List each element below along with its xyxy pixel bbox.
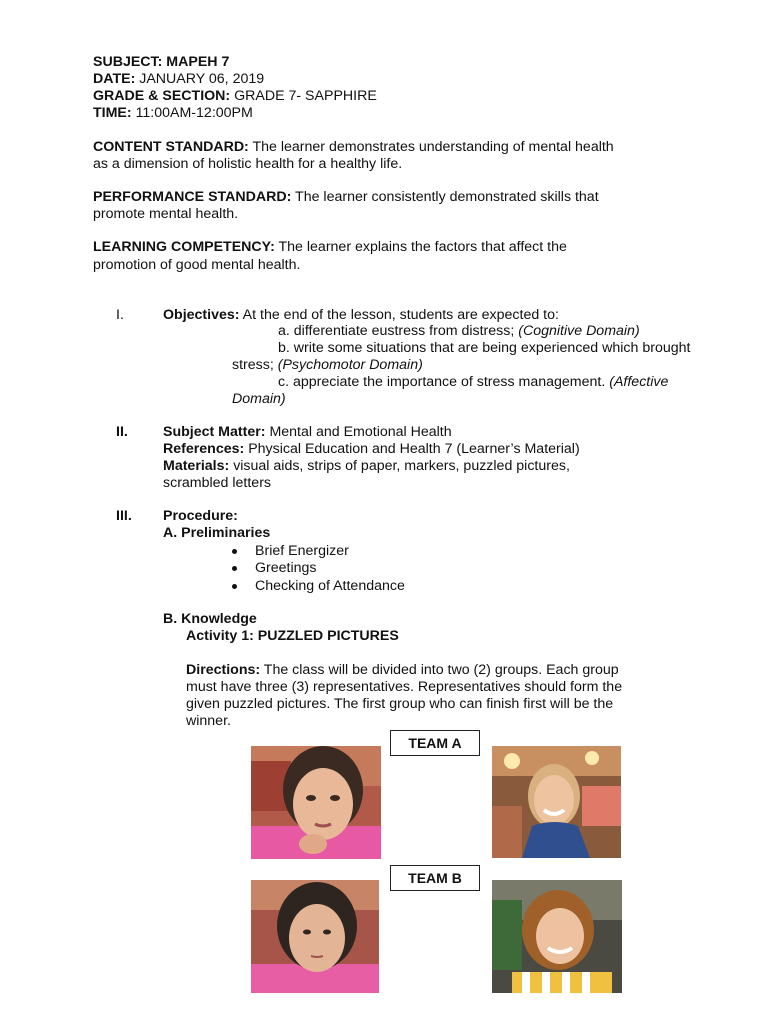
objective-b-cont: stress; (Psychomotor Domain) <box>232 357 423 373</box>
procedure-numeral: III. <box>116 508 132 524</box>
team-b-label: TEAM B <box>390 865 480 891</box>
bullet-icon <box>232 584 237 589</box>
subject-matter-numeral: II. <box>116 424 128 440</box>
directions-line2: must have three (3) representatives. Representatives should form the <box>186 679 623 695</box>
content-standard: CONTENT STANDARD: The learner demonstrates understanding of mental health <box>93 139 614 155</box>
learning-competency-cont: promotion of good mental health. <box>93 257 301 273</box>
date-line: DATE: JANUARY 06, 2019 <box>93 71 265 87</box>
directions-line4: winner. <box>186 713 231 729</box>
preliminaries-heading: A. Preliminaries <box>163 525 271 541</box>
list-item: Checking of Attendance <box>255 578 405 594</box>
objective-c: c. appreciate the importance of stress management. (Affective <box>278 374 669 390</box>
team-b-photo-1 <box>251 880 379 993</box>
team-b-photo-2 <box>492 880 622 993</box>
procedure-heading: Procedure: <box>163 508 238 524</box>
learning-competency: LEARNING COMPETENCY: The learner explains the factors that affect the <box>93 239 567 255</box>
list-item: Brief Energizer <box>255 543 349 559</box>
grade-line: GRADE & SECTION: GRADE 7- SAPPHIRE <box>93 88 377 104</box>
objectives-heading: Objectives: At the end of the lesson, students are expected to: <box>163 307 559 323</box>
objectives-numeral: I. <box>116 307 124 323</box>
objective-c-cont: Domain) <box>232 391 286 407</box>
time-line: TIME: 11:00AM-12:00PM <box>93 105 253 121</box>
performance-standard-cont: promote mental health. <box>93 206 239 222</box>
subject-line: SUBJECT: MAPEH 7 <box>93 54 230 70</box>
performance-standard: PERFORMANCE STANDARD: The learner consistently demonstrated skills that <box>93 189 599 205</box>
content-standard-cont: as a dimension of holistic health for a healthy life. <box>93 156 403 172</box>
team-a-label: TEAM A <box>390 730 480 756</box>
list-item: Greetings <box>255 560 317 576</box>
subject-matter: Subject Matter: Mental and Emotional Health <box>163 424 452 440</box>
team-a-photo-2 <box>492 746 621 858</box>
bullet-icon <box>232 566 237 571</box>
bullet-icon <box>232 549 237 554</box>
objective-a: a. differentiate eustress from distress; (Cognitive Domain) <box>278 323 640 339</box>
materials-cont: scrambled letters <box>163 475 272 491</box>
activity-title: Activity 1: PUZZLED PICTURES <box>186 628 399 644</box>
directions-line3: given puzzled pictures. The first group who can finish first will be the <box>186 696 614 712</box>
directions: Directions: The class will be divided into two (2) groups. Each group <box>186 662 619 678</box>
team-a-photo-1 <box>251 746 381 859</box>
materials: Materials: visual aids, strips of paper, markers, puzzled pictures, <box>163 458 570 474</box>
references: References: Physical Education and Health 7 (Learner’s Material) <box>163 441 580 457</box>
knowledge-heading: B. Knowledge <box>163 611 257 627</box>
objective-b: b. write some situations that are being experienced which brought <box>278 340 691 356</box>
